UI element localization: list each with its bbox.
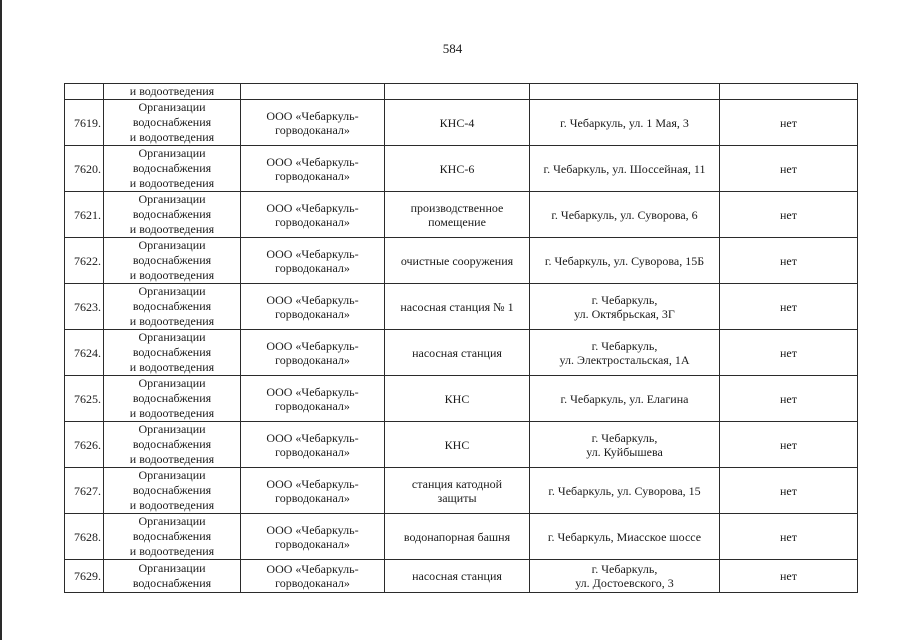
cell-organization-line: горводоканал» — [275, 398, 350, 413]
cell-organization — [241, 192, 385, 238]
cell-organization — [241, 84, 385, 100]
cell-address — [530, 468, 720, 514]
cell-category-line: водоснабжения — [132, 391, 212, 405]
registry-table-body — [65, 84, 858, 593]
continuation-row — [65, 84, 858, 100]
table-row — [65, 284, 858, 330]
cell-category — [104, 560, 241, 593]
cell-object-line: КНС-6 — [439, 161, 475, 176]
cell-category-line: и водоотведения — [129, 406, 215, 420]
cell-number: 7621. — [65, 192, 104, 238]
cell-object-line: КНС — [444, 437, 470, 452]
cell-organization-line: ООО «Чебаркуль- — [266, 562, 359, 576]
cell-category-line: и водоотведения — [129, 360, 215, 374]
cell-number: 7627. — [65, 468, 104, 514]
cell-address — [530, 238, 720, 284]
cell-category — [104, 330, 241, 376]
cell-object-line: насосная станция № 1 — [400, 299, 514, 314]
cell-category-line: и водоотведения — [129, 222, 215, 236]
table-row — [65, 514, 858, 560]
table-row — [65, 330, 858, 376]
cell-number: 7622. — [65, 238, 104, 284]
cell-organization — [241, 376, 385, 422]
cell-category-line: водоснабжения — [132, 253, 212, 267]
cell-address-line: г. Чебаркуль, ул. Суворова, 15 — [548, 483, 701, 498]
cell-category: и водоотведения — [104, 84, 241, 100]
cell-number: 7625. — [65, 376, 104, 422]
cell-flag: нет — [720, 146, 858, 192]
cell-number: 7629. — [65, 560, 104, 593]
cell-flag: нет — [720, 192, 858, 238]
cell-category-line: Организации — [138, 146, 206, 160]
cell-organization — [241, 422, 385, 468]
cell-number — [65, 84, 104, 100]
cell-flag: нет — [720, 330, 858, 376]
cell-category — [104, 376, 241, 422]
cell-address — [530, 284, 720, 330]
page-number: 584 — [442, 41, 463, 56]
cell-organization-line: горводоканал» — [275, 168, 350, 183]
cell-address-line: г. Чебаркуль, — [591, 338, 658, 353]
page-left-edge — [0, 0, 2, 640]
cell-organization-line: ООО «Чебаркуль- — [266, 292, 359, 307]
cell-address-line: ул. Куйбышева — [586, 444, 663, 459]
cell-address — [530, 330, 720, 376]
cell-flag: нет — [720, 238, 858, 284]
cell-organization-line: ООО «Чебаркуль- — [266, 522, 359, 537]
cell-organization-line: ООО «Чебаркуль- — [266, 476, 359, 491]
cell-address-line: г. Чебаркуль, ул. Елагина — [560, 391, 689, 406]
cell-category-line: водоснабжения — [132, 345, 212, 359]
cell-category — [104, 238, 241, 284]
cell-organization-line: горводоканал» — [275, 306, 350, 321]
cell-address — [530, 422, 720, 468]
cell-number: 7623. — [65, 284, 104, 330]
table-row — [65, 146, 858, 192]
cell-organization — [241, 514, 385, 560]
cell-category-line: и водоотведения — [129, 544, 215, 558]
registry-table — [64, 83, 858, 593]
cell-object — [385, 146, 530, 192]
cell-category-line: водоснабжения — [132, 576, 212, 590]
cell-flag: нет — [720, 422, 858, 468]
cell-organization-line: горводоканал» — [275, 444, 350, 459]
cell-organization-line: ООО «Чебаркуль- — [266, 154, 359, 169]
cell-object — [385, 192, 530, 238]
cell-address-line: ул. Достоевского, 3 — [575, 576, 674, 590]
cell-category-line: Организации — [138, 422, 206, 436]
cell-category — [104, 192, 241, 238]
cell-address-line: ул. Электростальская, 1А — [559, 352, 690, 367]
cell-category — [104, 146, 241, 192]
cell-category-line: и водоотведения — [129, 130, 215, 144]
cell-object — [385, 560, 530, 593]
table-row — [65, 376, 858, 422]
cell-flag: нет — [720, 514, 858, 560]
cell-organization-line: ООО «Чебаркуль- — [266, 430, 359, 445]
cell-flag: нет — [720, 376, 858, 422]
cell-organization — [241, 100, 385, 146]
cell-category-line: Организации — [138, 284, 206, 298]
cell-address-line: г. Чебаркуль, ул. Суворова, 15Б — [544, 253, 705, 268]
cell-object — [385, 330, 530, 376]
cell-object-line: производственное — [410, 200, 504, 215]
cell-category-line: и водоотведения — [129, 176, 215, 190]
cell-organization-line: ООО «Чебаркуль- — [266, 246, 359, 261]
cell-category-line: Организации — [138, 561, 206, 575]
cell-object-line: защиты — [437, 490, 477, 505]
cell-category-line: водоснабжения — [132, 115, 212, 129]
cell-category — [104, 422, 241, 468]
cell-object — [385, 284, 530, 330]
cell-organization-line: горводоканал» — [275, 576, 350, 590]
cell-address — [530, 514, 720, 560]
table-row — [65, 560, 858, 593]
cell-category — [104, 468, 241, 514]
cell-flag: нет — [720, 468, 858, 514]
cell-object — [385, 422, 530, 468]
cell-object — [385, 100, 530, 146]
cell-organization-line: горводоканал» — [275, 490, 350, 505]
cell-category-line: Организации — [138, 468, 206, 482]
cell-address-line: г. Чебаркуль, ул. Шоссейная, 11 — [543, 161, 706, 176]
cell-number: 7619. — [65, 100, 104, 146]
cell-category-line: водоснабжения — [132, 161, 212, 175]
cell-category-line: и водоотведения — [129, 314, 215, 328]
cell-address — [530, 376, 720, 422]
cell-address — [530, 560, 720, 593]
cell-organization — [241, 146, 385, 192]
cell-flag: нет — [720, 284, 858, 330]
cell-organization-line: ООО «Чебаркуль- — [266, 108, 359, 123]
table-row — [65, 100, 858, 146]
cell-organization-line: ООО «Чебаркуль- — [266, 384, 359, 399]
cell-category — [104, 100, 241, 146]
table-row — [65, 238, 858, 284]
cell-address — [530, 84, 720, 100]
cell-organization — [241, 238, 385, 284]
cell-object-line: насосная станция — [412, 569, 502, 583]
cell-address-line: г. Чебаркуль, Миасское шоссе — [547, 529, 702, 544]
cell-object-line: станция катодной — [411, 476, 503, 491]
cell-flag: нет — [720, 560, 858, 593]
cell-category-line: Организации — [138, 330, 206, 344]
cell-object-line: КНС — [444, 391, 470, 406]
cell-flag — [720, 84, 858, 100]
cell-object-line: насосная станция — [412, 345, 502, 360]
cell-category-line: и водоотведения — [129, 498, 215, 512]
cell-organization — [241, 330, 385, 376]
cell-address — [530, 100, 720, 146]
table-row — [65, 192, 858, 238]
cell-category-line: Организации — [138, 192, 206, 206]
cell-address-line: г. Чебаркуль, — [591, 562, 658, 576]
cell-category-line: водоснабжения — [132, 207, 212, 221]
cell-category-line: Организации — [138, 376, 206, 390]
cell-address-line: г. Чебаркуль, — [591, 292, 658, 307]
cell-category — [104, 514, 241, 560]
cell-object — [385, 468, 530, 514]
cell-object — [385, 238, 530, 284]
cell-category-line: Организации — [138, 238, 206, 252]
cell-address-line: г. Чебаркуль, ул. 1 Мая, 3 — [560, 115, 689, 130]
cell-object-line: КНС-4 — [439, 115, 475, 130]
cell-address-line: ул. Октябрьская, 3Г — [574, 306, 675, 321]
cell-organization — [241, 560, 385, 593]
cell-object-line: помещение — [428, 214, 486, 229]
cell-address-line: г. Чебаркуль, ул. Суворова, 6 — [551, 207, 698, 222]
cell-number: 7624. — [65, 330, 104, 376]
cell-category-line: Организации — [138, 514, 206, 528]
cell-category-line: и водоотведения — [129, 452, 215, 466]
cell-organization — [241, 468, 385, 514]
cell-category-line: и водоотведения — [129, 268, 215, 282]
cell-organization-line: горводоканал» — [275, 214, 350, 229]
cell-object — [385, 514, 530, 560]
cell-number: 7628. — [65, 514, 104, 560]
cell-address — [530, 146, 720, 192]
cell-organization-line: ООО «Чебаркуль- — [266, 338, 359, 353]
table-row — [65, 422, 858, 468]
cell-object — [385, 376, 530, 422]
cell-number: 7620. — [65, 146, 104, 192]
cell-address — [530, 192, 720, 238]
cell-object — [385, 84, 530, 100]
cell-category-line: водоснабжения — [132, 529, 212, 543]
cell-flag: нет — [720, 100, 858, 146]
cell-address-line: г. Чебаркуль, — [591, 430, 658, 445]
cell-organization-line: ООО «Чебаркуль- — [266, 200, 359, 215]
cell-organization-line: горводоканал» — [275, 352, 350, 367]
cell-category-line: Организации — [138, 100, 206, 114]
cell-category-line: водоснабжения — [132, 483, 212, 497]
cell-category-line: водоснабжения — [132, 437, 212, 451]
cell-number: 7626. — [65, 422, 104, 468]
cell-object-line: водонапорная башня — [403, 529, 511, 544]
cell-organization-line: горводоканал» — [275, 122, 350, 137]
cell-object-line: очистные сооружения — [400, 253, 514, 268]
table-row — [65, 468, 858, 514]
cell-category-line: водоснабжения — [132, 299, 212, 313]
cell-organization — [241, 284, 385, 330]
cell-organization-line: горводоканал» — [275, 260, 350, 275]
cell-category — [104, 284, 241, 330]
cell-organization-line: горводоканал» — [275, 536, 350, 551]
